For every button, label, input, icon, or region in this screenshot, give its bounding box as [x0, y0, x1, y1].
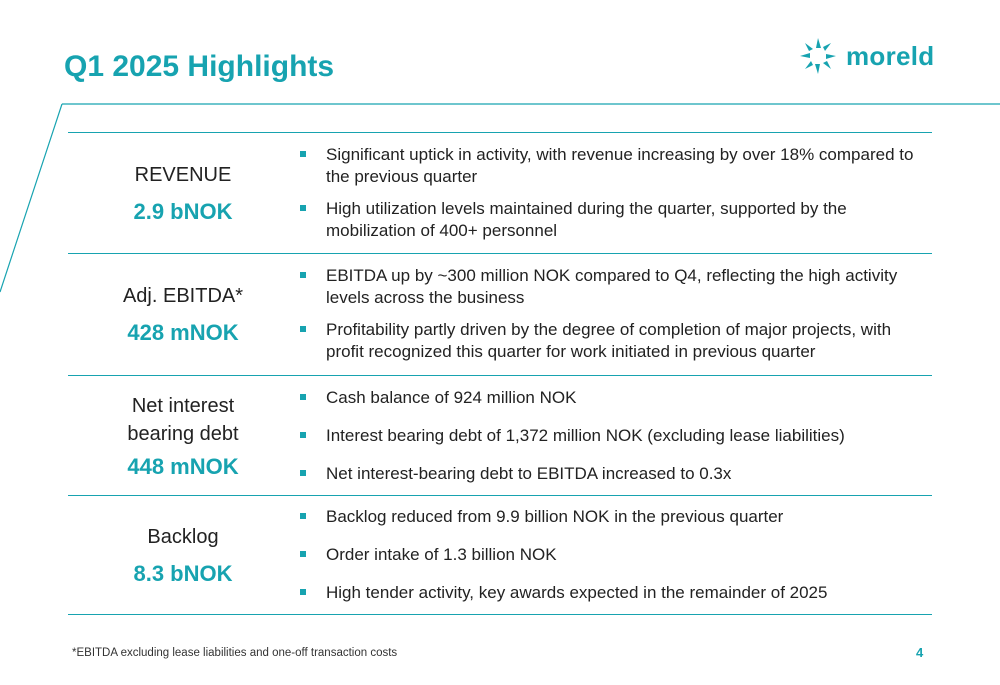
company-name: moreld: [846, 40, 935, 71]
bullet-item: [300, 387, 932, 409]
bullet-text: High utilization levels maintained during the quarter, supported by the mobilization of 400+ personnel: [326, 199, 847, 240]
metric-cell: [68, 133, 298, 253]
bullet-text: EBITDA up by ~300 million NOK compared to Q4, reflecting the high activity levels across the business: [326, 266, 898, 307]
company-logo: [798, 36, 934, 76]
bullet-item: [300, 198, 932, 242]
highlight-row-revenue: [68, 133, 932, 253]
bullet-item: [300, 425, 932, 447]
bullet-list: [298, 254, 932, 374]
metric-label: REVENUE: [134, 164, 232, 186]
page-number: 4: [916, 645, 924, 660]
bullet-list: [298, 133, 932, 253]
footnote: *EBITDA excluding lease liabilities and one-off transaction costs: [72, 647, 398, 659]
metric-value: 448 mNOK: [127, 453, 239, 479]
bullet-item: [300, 463, 932, 485]
page-title: Q1 2025 Highlights: [64, 50, 335, 83]
bullet-item: [300, 506, 932, 528]
square-bullet-icon: [300, 470, 310, 480]
square-bullet-icon: [300, 272, 310, 282]
square-bullet-icon: [300, 513, 310, 523]
bullet-text: Backlog reduced from 9.9 billion NOK in the previous quarter: [326, 507, 784, 526]
bullet-item: [300, 265, 932, 309]
bullet-text: High tender activity, key awards expected in the remainder of 2025: [326, 583, 828, 602]
metric-label: Adj. EBITDA*: [122, 285, 244, 307]
metric-label: Backlog: [147, 526, 219, 548]
bullet-item: [300, 319, 932, 363]
highlight-row-backlog: [68, 496, 932, 614]
square-bullet-icon: [300, 326, 310, 336]
bullet-text: Cash balance of 924 million NOK: [326, 387, 577, 407]
highlight-row-net-debt: [68, 376, 932, 495]
bullet-text: Order intake of 1.3 billion NOK: [326, 545, 557, 564]
metric-cell: [68, 496, 298, 614]
metric-label: Net interest bearing debt: [127, 394, 239, 445]
bullet-item: [300, 144, 932, 188]
row-divider: [68, 614, 932, 615]
square-bullet-icon: [300, 551, 310, 561]
bullet-list: [298, 376, 932, 495]
bullet-list: [298, 496, 932, 614]
metric-value: 8.3 bNOK: [133, 561, 233, 586]
metric-value: 428 mNOK: [127, 320, 239, 345]
bullet-text: Net interest-bearing debt to EBITDA increased to 0.3x: [326, 463, 732, 483]
square-bullet-icon: [300, 432, 310, 442]
square-bullet-icon: [300, 205, 310, 215]
metric-value: 2.9 bNOK: [133, 199, 233, 224]
bullet-item: [300, 582, 932, 604]
bullet-text: Profitability partly driven by the degree of completion of major projects, with profit recognized this quarter for work initiated in previous quarter: [326, 320, 892, 361]
metric-cell: [68, 376, 298, 495]
highlight-row-ebitda: [68, 254, 932, 374]
bullet-item: [300, 544, 932, 566]
square-bullet-icon: [300, 589, 310, 599]
bullet-text: Interest bearing debt of 1,372 million NOK (excluding lease liabilities): [326, 425, 845, 445]
square-bullet-icon: [300, 151, 310, 161]
metric-cell: [68, 254, 298, 374]
moreld-sunburst-icon: [798, 36, 838, 76]
bullet-text: Significant uptick in activity, with revenue increasing by over 18% compared to the previous quarter: [326, 145, 914, 186]
square-bullet-icon: [300, 394, 310, 404]
